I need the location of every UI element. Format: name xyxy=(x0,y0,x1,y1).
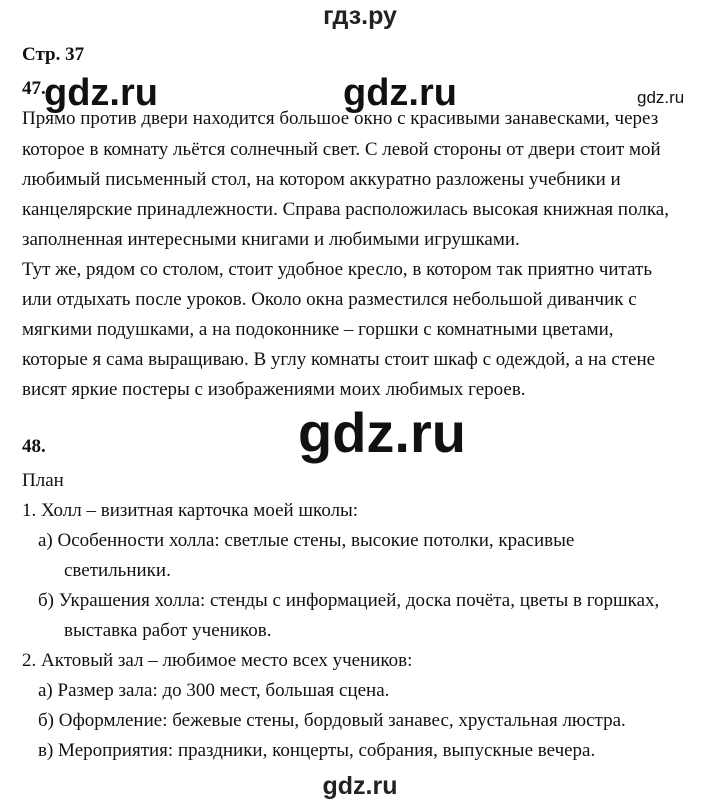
task-47-number: 47. xyxy=(22,78,46,99)
task-47-line: мягкими подушками, а на подоконнике – горшки с комнатными цветами, xyxy=(22,319,614,340)
task-47-line: канцелярские принадлежности. Справа расположилась высокая книжная полка, xyxy=(22,199,669,220)
watermark-4: gdz.ru xyxy=(298,401,466,464)
task-48-number: 48. xyxy=(22,436,46,457)
task-47-line: любимый письменный стол, на котором аккуратно разложены учебники и xyxy=(22,169,621,190)
watermark-3: gdz.ru xyxy=(637,88,685,107)
task-47-line: заполненная интересными книгами и любимыми игрушками. xyxy=(22,229,520,250)
task-47-line: Тут же, рядом со столом, стоит удобное кресло, в котором так приятно читать xyxy=(22,259,652,280)
plan-item: 1. Холл – визитная карточка моей школы: xyxy=(22,500,359,521)
task-47-line: висят яркие постеры с изображениями моих любимых героев. xyxy=(22,379,526,400)
site-footer[interactable]: gdz.ru xyxy=(322,772,398,800)
plan-subitem: б) Оформление: бежевые стены, бордовый занавес, хрустальная люстра. xyxy=(38,710,626,731)
plan-subitem: а) Особенности холла: светлые стены, высокие потолки, красивые xyxy=(38,530,575,551)
plan-label: План xyxy=(22,470,64,491)
site-header[interactable]: гдз.ру xyxy=(323,2,397,30)
watermark-1: gdz.ru xyxy=(44,72,158,114)
plan-subitem: б) Украшения холла: стенды с информацией, доска почёта, цветы в горшках, xyxy=(38,590,660,611)
page-reference: Стр. 37 xyxy=(22,44,85,65)
plan-subitem: а) Размер зала: до 300 мест, большая сцена. xyxy=(38,680,390,701)
task-47-line: Прямо против двери находится большое окно с красивыми занавесками, через xyxy=(22,108,659,129)
plan-subitem-cont: выставка работ учеников. xyxy=(64,620,272,641)
task-47-line: которое в комнату льётся солнечный свет. С левой стороны от двери стоит мой xyxy=(22,139,661,160)
plan-subitem-cont: светильники. xyxy=(64,560,171,581)
task-47-line: или отдыхать после уроков. Около окна разместился небольшой диванчик с xyxy=(22,289,637,310)
plan-item: 2. Актовый зал – любимое место всех учеников: xyxy=(22,650,413,671)
task-47-line: которые я сама выращиваю. В углу комнаты стоит шкаф с одеждой, а на стене xyxy=(22,349,656,370)
plan-subitem: в) Мероприятия: праздники, концерты, собрания, выпускные вечера. xyxy=(38,740,596,761)
watermark-2: gdz.ru xyxy=(343,72,457,114)
